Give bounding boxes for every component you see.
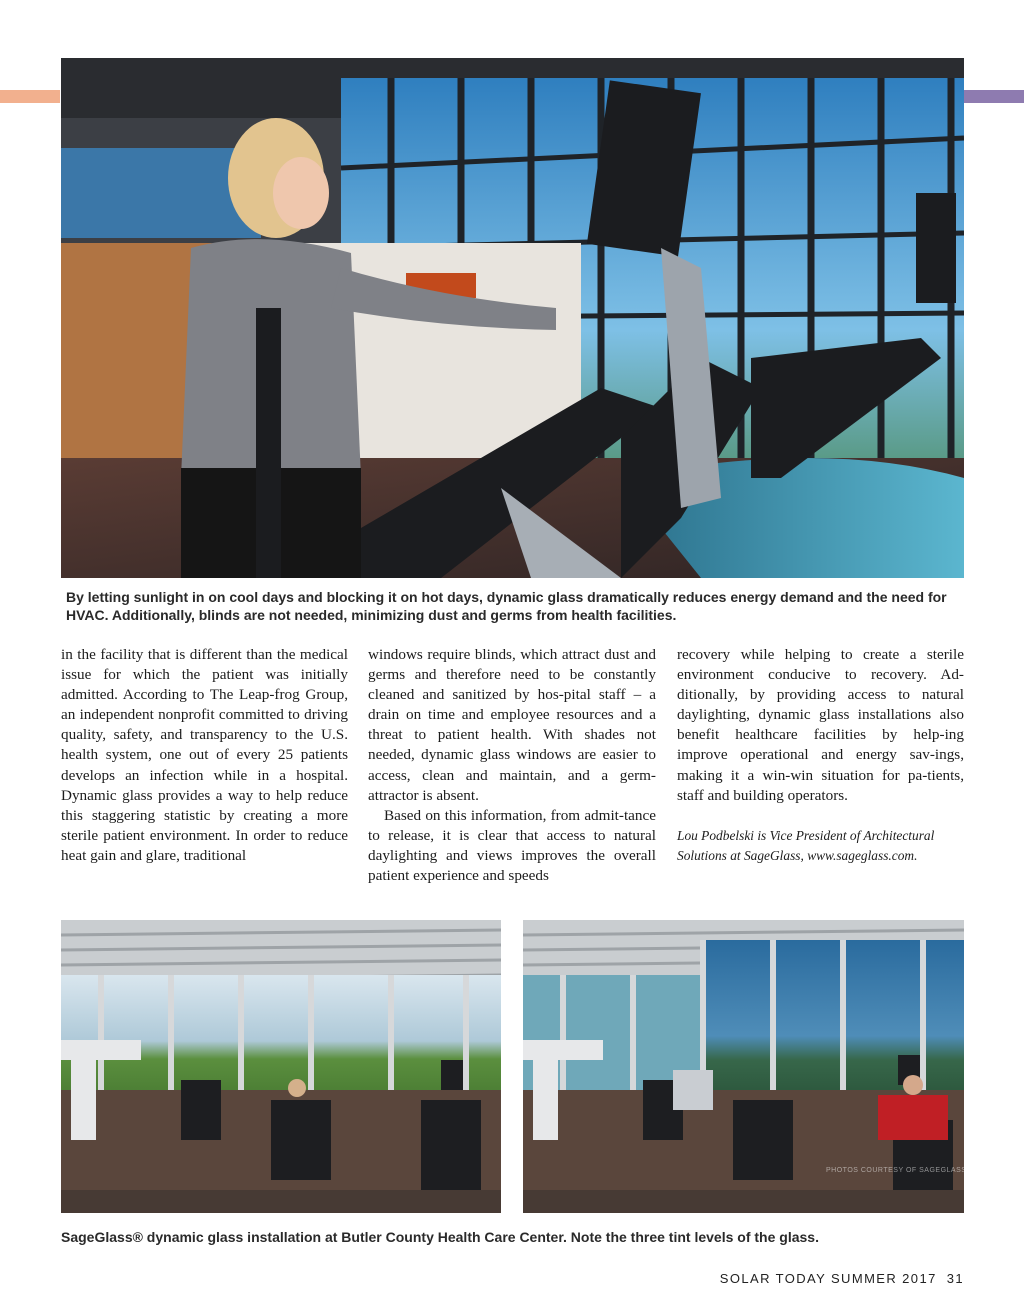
page-footer	[720, 1271, 964, 1286]
accent-bar-left	[0, 90, 60, 103]
photo-caption-top: By letting sunlight in on cool days and blocking it on hot days, dynamic glass dramatically reduces energy demand and the need for HVAC. Additionally, blinds are not needed, minimizing dust and germs from health facilities.	[66, 589, 947, 623]
photo-caption-bottom: SageGlass® dynamic glass installation at Butler County Health Care Center. Note the three tint levels of the glass.	[61, 1229, 819, 1245]
article-paragraph: in the facility that is different than the medical issue for which the patient was initially admitted. According to The Leap-frog Group, an independent nonprofit committed to driving quality, safety, and transparency to the U.S. health system, one out of every 25 patients develops an infection while in a hospital. Dynamic glass provides a way to help reduce this staggering statistic by creating a more sterile patient environment. In order to reduce heat gain and glare, traditional	[61, 646, 348, 864]
article-paragraph: windows require blinds, which attract dust and germs and therefore need to be constantly cleaned and sanitized by hos-pital staff – a drain on time and employee resources and a threat to patient health. With shades not needed, dynamic glass windows are easier to access, clean and maintain, and a germ-attractor is absent.	[368, 646, 656, 804]
photo-elliptical-gym	[61, 58, 964, 578]
article-column-3	[677, 645, 964, 866]
article-paragraph: Based on this information, from admit-tance to release, it is clear that access to natural daylighting and views improves the overall patient experience and speeds	[368, 806, 656, 885]
article-column-1	[61, 645, 348, 866]
magazine-issue: SOLAR TODAY SUMMER 2017	[719, 1271, 937, 1286]
photo-rehab-room-left	[61, 920, 501, 1213]
article-column-2	[368, 645, 656, 886]
photo-credit: PHOTOS COURTESY OF SAGEGLASS	[826, 1167, 967, 1174]
page-number: 31	[946, 1271, 964, 1286]
author-bio: Lou Podbelski is Vice President of Architectural Solutions at SageGlass, www.sageglass.com.	[677, 827, 935, 863]
accent-bar-right	[962, 90, 1024, 103]
article-paragraph: recovery while helping to create a sterile environment conducive to recovery. Ad-ditionally, by providing access to natural daylighting, dynamic glass installations also benefit healthcare facilities by help-ing improve operational and energy sav-ings, making it a win-win situation for pa-tients, staff and building operators.	[677, 646, 964, 804]
